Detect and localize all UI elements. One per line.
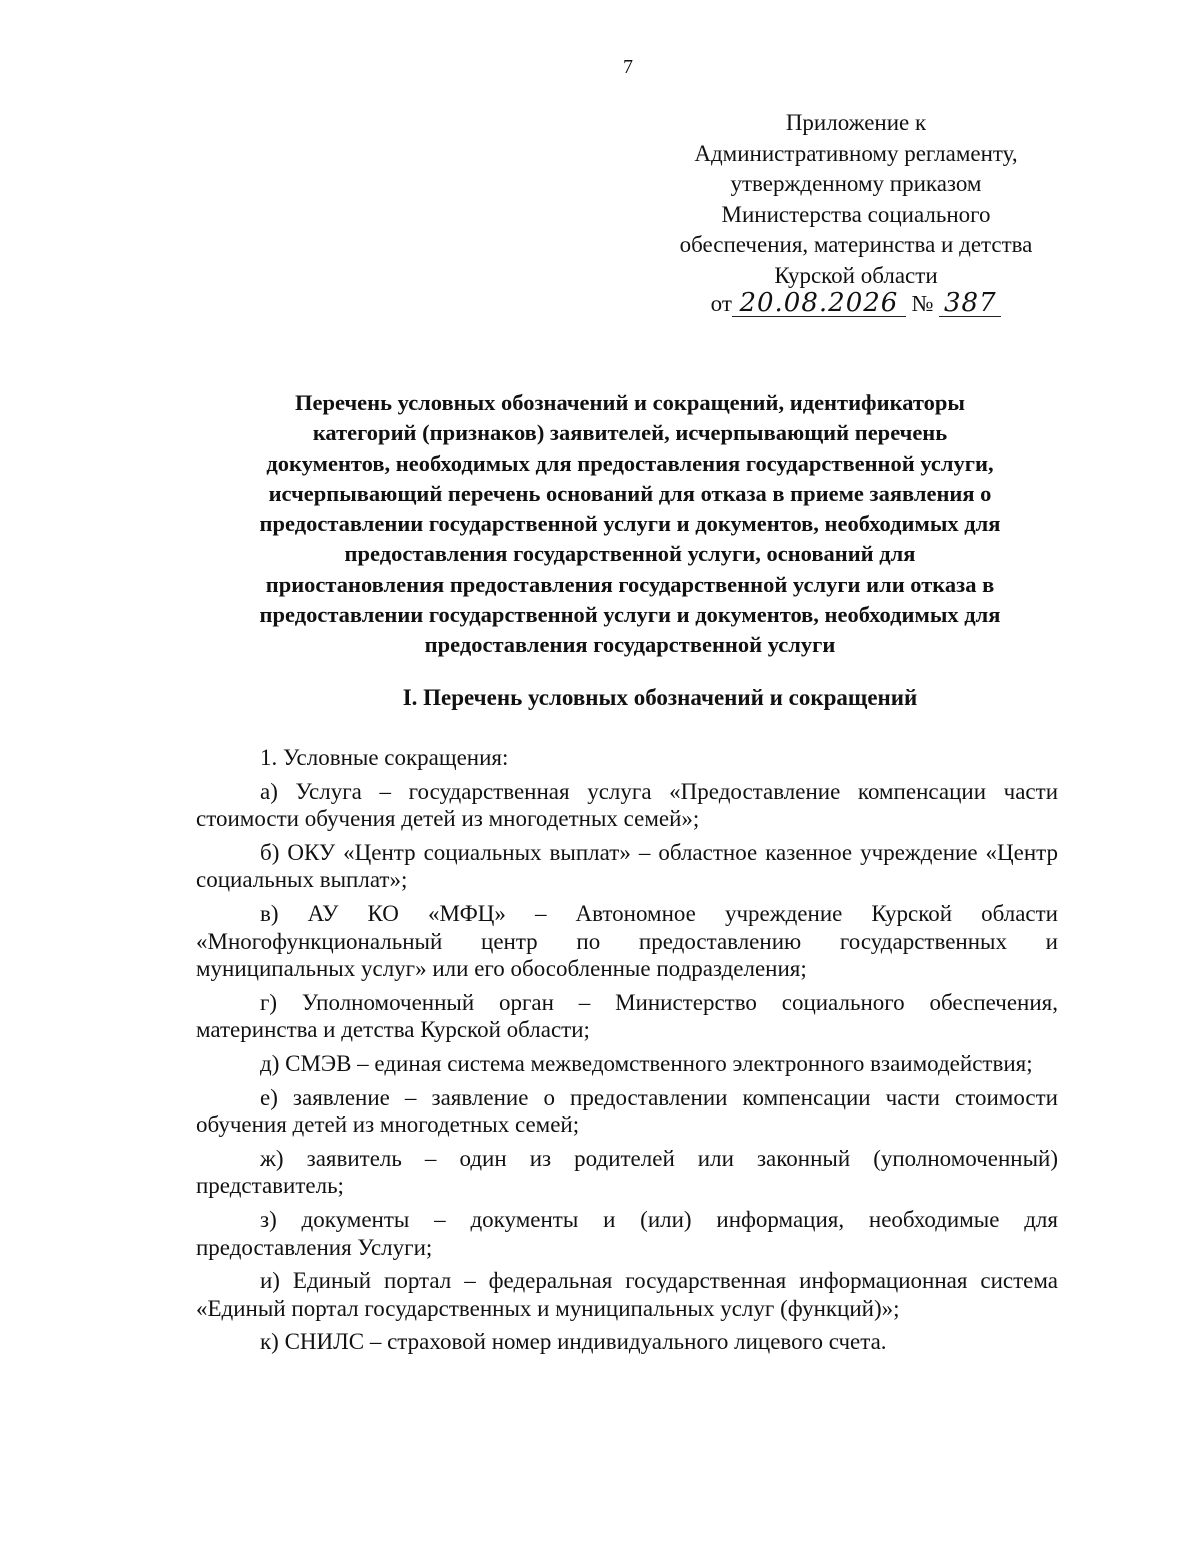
title-line: категорий (признаков) заявителей, исчерпывающий перечень bbox=[312, 420, 948, 446]
appendix-line: утвержденному приказом bbox=[730, 171, 982, 196]
appendix-line: Курской области bbox=[774, 262, 938, 288]
list-item: в) АУ КО «МФЦ» – Автономное учреждение Курской области «Многофункциональный центр по предоставлению государственных и муниципальных услуг» или его обособленные подразделения; bbox=[196, 900, 1058, 982]
list-item: к) СНИЛС – страховой номер индивидуального лицевого счета. bbox=[260, 1329, 887, 1355]
date-prefix: от bbox=[710, 291, 732, 316]
list-item: е) заявление – заявление о предоставлении компенсации части стоимости обучения детей из многодетных семей; bbox=[196, 1084, 1058, 1138]
title-line: предоставления государственной услуги, оснований для bbox=[344, 541, 916, 567]
list-item: з) документы – документы и (или) информация, необходимые для предоставления Услуги; bbox=[196, 1206, 1058, 1260]
title-line: приостановления предоставления государственной услуги или отказа в bbox=[265, 571, 995, 597]
list-item: г) Уполномоченный орган – Министерство социального обеспечения, материнства и детства Курской области; bbox=[196, 989, 1058, 1043]
title-line: исчерпывающий перечень оснований для отказа в приеме заявления о bbox=[268, 480, 992, 506]
appendix-line: Министерства социального bbox=[721, 201, 991, 227]
list-item: ж) заявитель – один из родителей или законный (уполномоченный) представитель; bbox=[196, 1145, 1058, 1199]
list-intro: 1. Условные сокращения: bbox=[260, 745, 509, 770]
list-item: д) СМЭВ – единая система межведомственного электронного взаимодействия; bbox=[260, 1050, 1033, 1076]
appendix-block bbox=[650, 108, 1062, 320]
number-label: № bbox=[911, 291, 934, 316]
appendix-line: обеспечения, материнства и детства bbox=[679, 232, 1033, 257]
title-line: Перечень условных обозначений и сокращений, идентификаторы bbox=[295, 390, 965, 415]
order-date-line bbox=[650, 289, 1062, 320]
appendix-line: Административному регламенту, bbox=[694, 140, 1018, 166]
handwritten-number: 387 bbox=[939, 290, 1001, 317]
abbreviations-list bbox=[196, 744, 1058, 1362]
list-item: б) ОКУ «Центр социальных выплат» – областное казенное учреждение «Центр социальных выплат»; bbox=[196, 839, 1058, 893]
appendix-line: Приложение к bbox=[785, 110, 927, 135]
list-item: а) Услуга – государственная услуга «Предоставление компенсации части стоимости обучения детей из многодетных семей»; bbox=[196, 778, 1058, 832]
document-title bbox=[190, 388, 1070, 661]
title-line: предоставлении государственной услуги и документов, необходимых для bbox=[259, 511, 1001, 537]
page-number: 7 bbox=[623, 56, 633, 78]
handwritten-date: 20.08.2026 bbox=[732, 290, 906, 317]
list-item: и) Единый портал – федеральная государственная информационная система «Единый портал государственных и муниципальных услуг (функций)»; bbox=[196, 1268, 1058, 1321]
title-line: предоставлении государственной услуги и документов, необходимых для bbox=[259, 602, 1001, 628]
title-line: документов, необходимых для предоставления государственной услуги, bbox=[266, 450, 994, 476]
title-line: предоставления государственной услуги bbox=[424, 632, 836, 658]
section-heading: I. Перечень условных обозначений и сокращений bbox=[402, 685, 918, 710]
